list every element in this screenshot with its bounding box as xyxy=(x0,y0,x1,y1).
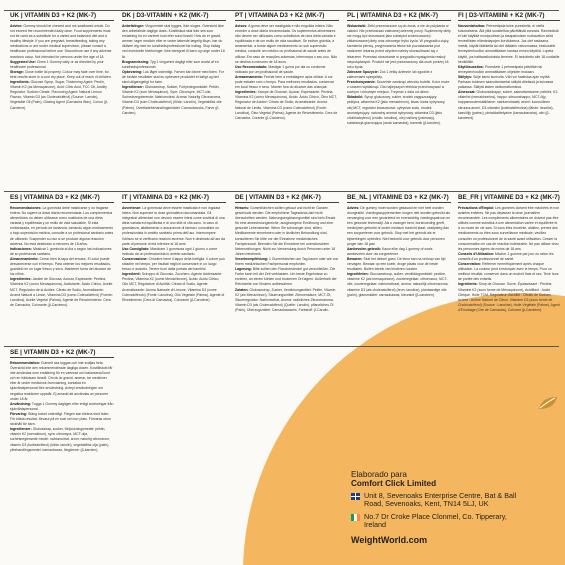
paragraph: Rekommendation: Gummit ska tuggas och inte sväljas hela. Överskrid inte den rekommenderade dagliga dosen. Kosttillskott får inte användas som ersättning för en varierad och balanserad kost och en hälsosam livsstil. Om du är gravid, ammar, tar mediciner eller är under medicinsk övervakning, kontakta en sjukvårdspersonal före användning. Avbryt användningen om negativa reaktioner uppstår. Ej avsedd att användas av personer under 18 år. xyxy=(10,361,113,401)
paragraph: Advies: De gummy moet worden gekauwd en niet heel worden doorgeslikt. Voedingssupplementen mogen niet worden gebruikt als vervanging voor een gevarieerd en evenwichtig voedingspatroon en een gezonde levensstijl. Als u zwanger bent, borstvoeding geeft, medicijnen gebruikt of onder medisch toezicht staat, raadpleeg dan een zorgverlener voor gebruik. Stop met het gebruik als er bijwerkingen optreden. Niet bedoeld voor gebruik door personen jonger dan 18 jaar. xyxy=(347,206,451,246)
divider-line xyxy=(4,10,559,11)
paragraph: Ingredientes: Jarabe de Glucosa, Azúcar, Espesante: Pectina, Vitamina K2 (como Menaquinona), Acidulante: Ácido Cítrico, Aceite MCT, Regulador de la Acidez: Citrato de Sodio, Aromatizante: Aroma Natural a Limón, Vitamina D3 (como Colecalciferol) (Fuente: Lanolina), Aceite Vegetal (Palma), Agente de Recubrimiento: Cera de Carnaúba, Colorante (β-Caroteno). xyxy=(10,277,113,307)
panel-header: DE | VITAMIN D3 + K2 (MK-7) xyxy=(235,194,339,203)
paragraph: Conservation: Refermer hermétiquement après chaque utilisation. La couleur peut s'estomper avec le temps. Pour un meilleur résultat, conserver dans un endroit frais et sec. Tenir hors de portée des enfants. xyxy=(458,262,559,282)
paragraph: Avvertenze: La gommosa deve essere masticata e non ingoiata intera. Non superare la dose giornaliera raccomandata. Gli integratori alimentari non devono essere intesi come sostituti di una dieta variata ed equilibrata e di uno stile di vita sano. In caso di gravidanza, allattamento o assunzione di farmaci, consultare un professionista in ambito sanitario prima dell'uso. Interrompere l'utilizzo se si verificano reazioni avverse. Non è destinato all'uso da parte di persone di età inferiore ai 18 anni. xyxy=(122,206,225,246)
panel-body xyxy=(458,206,560,313)
panel-header: ES | VITAMINA D3 + K2 (MK-7) xyxy=(10,194,114,203)
paragraph: Säilytys: Sulje kansi kunnolla. Väri voi haalistua ajan myötä. Parhaan tuloksen saavuttamiseksi säilytä viileässä ja kuivassa paikassa. Säilytä lasten ulottumattomissa. xyxy=(458,74,553,90)
paragraph: Wskazówki: Żelki przeznaczone są do żucia, a nie do połykania w całości. Nie przekraczać zalecanej dziennej porcji. Suplementy diety nie mogą być stosowane jako substytut zróżnicowanej i zbilansowanej diety oraz zdrowego trybu życia. W przypadku ciąży, karmienia piersią, przyjmowania leków lub pozostawania pod nadzorem lekarza przed użyciem należy skonsultować się z lekarzem. Przerwać stosowanie w przypadku wystąpienia reakcji niepożądanych. Produkt nie jest przeznaczony dla osób poniżej 18. roku życia. xyxy=(347,24,451,69)
panel-pl xyxy=(347,12,451,190)
ireland-flag-icon xyxy=(351,514,360,521)
paragraph: Avisos: A goma deve ser mastigada e não engolida inteira. Não exceder a dose diária recomendada. Os suplementos alimentares não devem ser utilizados como substitutos de uma dieta variada e equilibrada e de um estilo de vida saudável. Se estiver grávida, a amamentar, a tomar algum medicamento ou sob supervisão médica, consulte um médico ou profissional de saúde antes de utilizar. Em caso de reacções adversas, interrompa o seu uso. Não se destina a menores de 18 anos. xyxy=(235,24,338,64)
made-for-label: Elaborado para xyxy=(351,470,407,479)
paragraph: Suggested Use: Chew 1 Gummy daily or as directed by your healthcare professional. xyxy=(10,59,104,69)
panel-header: UK | VITAMIN D3 + K2 (MK-7) xyxy=(10,12,114,21)
paragraph: Aanbevolen gebruik: Kauw elke dag 1 gummy of zoals aanbevolen door uw zorgverlener. xyxy=(347,246,433,256)
panel-pt xyxy=(235,12,339,190)
panel-body xyxy=(10,24,114,111)
paragraph: Ingrédients: Sirop de Glucose, Sucre, Épaississant : Pectine, Vitamine K2 (sous forme de Ménaquinone), Acidifiant : Acide Citrique, Huile TCM, Régulateur d'acidité : Citrate de Sodium, Arôme : Arôme Naturel de Citron, Vitamine D3 (sous forme de Cholécalciférol) (Source : Lanoline), Huile Végétale (Palme), Agent d'Enrobage (Cire de Carnauba), Colorant (β-Carotène). xyxy=(458,282,560,312)
paragraph: Opbevaring: Luk låget ordentligt. Farven kan falme med tiden. For de bedste resultater skal du opbevare produktet et køligt og tørt sted utilgængeligt for børn. xyxy=(122,69,224,85)
paragraph: Ingredienser: Glukosesirup, Sukker, Fortykningsmiddel: Pektin, Vitamin K2 (som Menaquinon), Syre: Citronsyre, MCT-olie, Surhedsregulerende: Natriumcitrat, Aroma: Naturlig Citronaroma, Vitamin D3 (som Cholecalciferol) (Kilde: Lanolin), Vegetabilsk olie (Palme), Overfladebehandlingsmiddel: Carnaubavoks, Farve (β-Caroten). xyxy=(122,85,222,115)
panel-dk xyxy=(122,12,226,190)
paragraph: Armazenamento: Fechar bem a embalagem após utilizar. A cor pode esbater com o tempo. Para melhores resultados, conservar em local fresco e seco. Manter fora do alcance das crianças. xyxy=(235,74,334,90)
panel-body xyxy=(347,24,451,126)
panel-header: PL | WITAMINA D3 + K2 (MK-7) xyxy=(347,12,451,21)
panel-body xyxy=(235,24,339,121)
paragraph: Storage: Close bottle lid properly. Colour may fade over time, for best results store in a cool dry place. Keep out of reach of children. xyxy=(10,69,112,79)
paragraph: Advice: Gummy should be chewed and not swallowed whole. Do not exceed the recommended daily dose. Food supplements must not be used as a substitute for a varied and balanced diet and a healthy lifestyle. If you are pregnant, breastfeeding, taking any medications or are under medical supervision, please consult a healthcare professional before use. Discontinue use if any adverse reactions occur. Not intended for persons under the age of 18. xyxy=(10,24,112,59)
panel-es xyxy=(10,194,114,346)
paragraph: Conservazione: Chiudere bene il tappo della bottiglia. Il colore può sbiadire nel tempo; per risultati migliori conservare in un luogo fresco e asciutto. Tenere fuori dalla portata dei bambini. xyxy=(122,256,225,272)
paragraph: Uso Consigliato: Masticare 1 gommosa ogni 1 giorno o come indicato da un professionista in ambito sanitario. xyxy=(122,246,218,256)
panel-body xyxy=(122,24,226,116)
panel-body xyxy=(122,206,226,303)
divider-line xyxy=(4,191,559,192)
paragraph: Ingredients: Glucose Syrup, Sugar, Thickening Agent: Pectin, Vitamin K2 (as Menaquinone), Acid: Citric Acid, FCC Oil, Acidity Regulator: Sodium Citrate, Flavouring Agent: Natural Lemon Flavour, Vitamin D3 (as Cholecalciferol) (Source: Lanolin), Vegetable Oil (Palm), Glazing Agent (Carnauba Wax), Colour (β-Carotene). xyxy=(10,80,109,110)
panel-header: SE | VITAMIN D3 + K2 (MK-7) xyxy=(10,349,114,358)
paragraph: Zutaten: Glukosesirup, Zucker, Verdickungsmittel: Pektin, Vitamin K2 (als Menachinon), Säuerungsmittel: Zitronensäure, MCT-Öl, Säureregulator: Natriumcitrat, Aroma: natürliches Zitronenaroma, Vitamin D3 (als Cholecalciferol) (Quelle: Lanolin), pflanzliches Öl (Palm), Überzugsmittel: Carnaubawachs, Farbstoff: β-Carotin. xyxy=(235,287,336,312)
website: WeightWorld.com xyxy=(351,534,428,545)
divider-line xyxy=(4,346,559,347)
ie-address: No.7 Dr Croke Place Clonmel, Co. Tipperary, Ireland xyxy=(364,511,507,530)
panel-header: BE_NL | VITAMINE D3 + K2 (MK-7) xyxy=(347,194,451,203)
uk-address-row xyxy=(351,492,521,509)
panel-header: IT | VITAMINA D3 + K2 (MK-7) xyxy=(122,194,226,203)
panel-header: PT | VITAMINA D3 + K2 (MK-7) xyxy=(235,12,339,21)
uk-address: Unit 8, Sevenoaks Enterprise Centre, Bat & Ball Road, Sevenoaks, Kent, TN14 5LJ, UK xyxy=(364,491,517,509)
panel-header: DK | D3-VITAMIN + K2 (MK-7) xyxy=(122,12,226,21)
panel-it xyxy=(122,194,226,346)
panel-body xyxy=(10,206,114,308)
panel-body xyxy=(458,24,560,121)
paragraph: Verzehrempfehlung: 1 Gummibärchen am Tag kauen oder wie von Ihrem medizinischen Fachpersonal empfohlen. xyxy=(235,256,339,267)
panel-header: BE_FR | VITAMINE D3 + K2 (MK-7) xyxy=(458,194,560,201)
paragraph: Précautions d'Emploi: Les gommes doivent être mâchées et non avalées entières. Ne pas dépasser la dose journalière recommandée. Les compléments alimentaires ne doivent pas être utilisés comme substitut à une alimentation variée et équilibrée et à un mode de vie sain. Si vous êtes enceinte, allaitez, prenez des médicaments ou êtes sous surveillance médicale, veuillez consulter un professionnel de la santé avant utilisation. Cesser la consommation en cas de réaction indésirable. Ne pas utiliser chez les personnes âgées de moins de 18 ans. xyxy=(458,206,560,251)
paragraph: Składniki: Syrop glukozowy, cukier, środek zagęszczający: pektyna, witamina K2 (jako menachinon), kwas: kwas cytrynowy, olej MCT, regulator kwasowości: cytrynian sodu, środek aromatyzujący: naturalny aromat cytrynowy, witamina D3 (jako cholekalcyferol) (źródło: lanolina), olej roślinny (palmowy), substancja glazurująca (wosk karnauba), barwnik (β-karoten). xyxy=(347,95,446,125)
panel-de xyxy=(235,194,339,346)
paragraph: Uso Recomendado: Mastigar 1 goma por dia ou conforme indicado por um profissional de saúde. xyxy=(235,64,326,74)
panel-se xyxy=(10,349,114,529)
paragraph: Neuvontahoitoa: Pehmeäpala tulee pureskella, ei niellä kokonaisena. Älä ylitä suositeltua päivittäistä annosta. Ravintolisiä ei tule käyttää monipuolisen ja tasapainoisen ruokavalion sekä terveellisten elämäntapojen korvikkeena. Jos olet raskaana, imetät, käytät lääkkeitä tai olet lääkärin valvonnassa, keskustele terveydenhuollon ammattilaisen kanssa ennen käyttöä. Lopeta käyttö, jos haittavaikutuksia ilmenee. Ei tarkoitettu alle 18-vuotiaille henkilöille. xyxy=(458,24,560,64)
panel-fi xyxy=(458,12,560,190)
company-name: Comfort Click Limited xyxy=(351,479,437,488)
panel-header: FI | D3-VITAMIINI + K2 (MK-7) xyxy=(458,12,560,21)
uk-flag-icon xyxy=(351,493,360,500)
ie-address-row xyxy=(351,513,521,530)
leaf-logo-icon xyxy=(537,395,559,411)
panel-be-nl xyxy=(347,194,451,346)
panel-body xyxy=(235,206,339,313)
paragraph: Indicaciones: Masticar 1 gominola al día o según las indicaciones de su profesional sanitario. xyxy=(10,246,112,256)
paragraph: Brugsanvisning: Tyg 1 vingummi dagligt eller som anvist af en sundhedsprofessionel. xyxy=(122,59,219,69)
paragraph: Användning: Tugga 1 Gummy dagligen eller enligt anvisningar från sjukvårdspersonal. xyxy=(10,401,114,411)
paragraph: Zalecane Spożycie: Żuć 1 żelkę dziennie lub zgodnie z zaleceniami specjalisty. xyxy=(347,69,433,79)
paragraph: Käyttösuositus: Pureskele 1 pehmeäpala päivittäin tai terveydenhuollon ammattilaisen ohjeiden mukaan. xyxy=(458,64,543,74)
paragraph: Conseils d'Utilisation: Mâcher 1 gomme par jour ou selon les conseils d'un professionnel de santé. xyxy=(458,251,554,261)
paragraph: Ingrediënten: Glucosestroop, suiker, verdikkingsmiddel: pectine, vitamine K2 (als menaquinone), zuurteregelaar: citroenzuur, MCT-olie, zuurteregelaar: natriumcitraat, aroma: natuurlijk citroenaroma, vitamine D3 (als cholecalciferol) (bron: lanoline), plantaardige olie (palm), glansmiddel: carnaubawas, kleurstof (β-caroteen). xyxy=(347,272,449,297)
paragraph: Recomendaciones: La gominola debe masticarse y no tragarse entera. No supere la dosis diaria recomendada. Los complementos alimenticios no deben utilizarse como sustitutos de una dieta variada y equilibrada y un estilo de vida saludable. Si está embarazada, en período de lactancia, tomando algún medicamento o bajo supervisión médica, consulte a un profesional sanitario antes de utilizarlo. Suspender su uso si se produce alguna reacción adversa. No está destinado a menores de 18 años. xyxy=(10,206,114,246)
paragraph: Bewaren: Sluit het deksel goed. De kleur kan na verloop van tijd vervagen. Bewaar op een koele, droge plaats voor de beste resultaten. Buiten bereik van kinderen houden. xyxy=(347,256,446,272)
panel-body xyxy=(10,361,114,453)
paragraph: Ingredientes: Xarope de Glucose, Açúcar, Espessante: Pectina, Vitamina K2 (como Menaquinona), Ácido: Ácido Cítrico, Óleo MCT, Regulador de Acidez: Citrato de Sódio, Aromatizante: Aroma Natural de Limão, Vitamina D3 (como Colecalciferol) (Fonte: Lanolina), Óleo Vegetal (Palma), Agente de Revestimento: Cera de Carnaúba, Corante (β-Caroteno). xyxy=(235,90,338,120)
manufacturer-address-block xyxy=(351,470,521,545)
paragraph: Przechowywanie: Szczelnie zamknąć wieczko butelki. Kolor może z czasem wyblaknąć. Dla najlepszych efektów przechowywać w suchym i chłodnym miejscu. Trzymać z dala od dzieci. xyxy=(347,80,450,95)
panel-body xyxy=(347,206,451,298)
paragraph: Lagerung: Bitte sollten den Flaschendeckel gut verschließen. Die Farbe kann mit der Zeit verblassen. Um beste Ergebnisse zu erzielen, an einem kühlen und trockenen Ort lagern. Außerhalb der Reichweite von Kindern aufbewahren. xyxy=(235,267,337,287)
paragraph: Ingredienser: Glukossirap, socker, förtjockningsmedel: pektin, vitamin K2 (menakinon), syra: citronsyra, MCT-olja, surhetsreglerande medel: natriumcitrat, arom: naturlig citronarom, vitamin D3 (kolekalciferol) (källa: lanolin), vegetabilisk olja (palm), ytbehandlingsmedel: karnaubavax, färgämne: (β-karoten). xyxy=(10,427,110,452)
paragraph: Ingredienti: Sciroppo di Glucosio, Zucchero, Agente Addensante: Pectina, Vitamina K2 (come Menachinone), Acido: Acido Citrico, Olio MCT, Regolatore di Acidità: Citrato di Sodio, Agente Aromatizzante: Aroma Naturale di Limone, Vitamina D3 (come Colecalciferolo) (Fonte: Lanolina), Olio Vegetale (Palma), Agente di Rivestimento (Cera di Carnauba), Colorante (β-Carotene). xyxy=(122,272,225,302)
paragraph: Ainesosat: Glukoosisiirappi, sokeri, sakeuttamisaine: pektiini, K2-vitamiini (menakinonina), happo: sitruunahappo, MCT-öljy, happamuudensäätöaine: natriumsitraatti, aromi: luonnollinen sitruuna-aromi, D3-vitamiini (kolekalsiferolina) (lähde: lanoliini), kasviöljy (palmu), pintakäsittelyaine (karnaubavaha), väri (β-karoteeni). xyxy=(458,90,559,120)
paragraph: Almacenamiento: Cerrar bien la tapa del envase. El color puede desvanecerse con el tiempo. Para obtener los mejores resultados, guárdelo en un lugar fresco y seco. Mantener fuera del alcance de los niños. xyxy=(10,256,112,277)
panel-uk xyxy=(10,12,114,190)
panel-be-fr xyxy=(458,194,560,346)
paragraph: Hinweis: Gummibärchen sollten gekaut und nicht im Ganzen geschluckt werden. Die empfohlene Tagesdosis darf nicht überschritten werden. Nahrungsergänzungsmittel sind kein Ersatz für eine abwechslungsreiche, ausgewogene Ernährung und eine gesunde Lebensweise. Wenn Sie schwanger sind, stillen, Medikamente einnehmen oder in ärztlicher Behandlung sind, konsultieren Sie bitte vor der Einnahme medizinisches Fachpersonal. Beenden Sie die Einnahme bei unerwünschten Nebenwirkungen. Nicht zur Verwendung durch Personen unter 18 Jahren bestimmt. xyxy=(235,206,336,256)
paragraph: Förvaring: Stäng locket ordentligt. Färgen kan blekna med tiden. För bästa resultat, förvara på en sval och torr plats. Förvaras utom räckhåll för barn. xyxy=(10,411,111,427)
paragraph: Anbefalinger: Vingummiet skal tygges, ikke sluges. Overskrid ikke den anbefalede daglige dosis. Kosttilskud skal ikke ses som erstatning for en varieret kost eller sund livsstil. Hvis du er gravid, ammer, tager medicin eller er under løbende lægelig tilsyn, bør du rådføre dig med en sundhedsprofessionel før indtag. Stop indtag ved eventuelle bivirkninger. Ikke beregnet til børn og unge under 18 år. xyxy=(122,24,225,59)
